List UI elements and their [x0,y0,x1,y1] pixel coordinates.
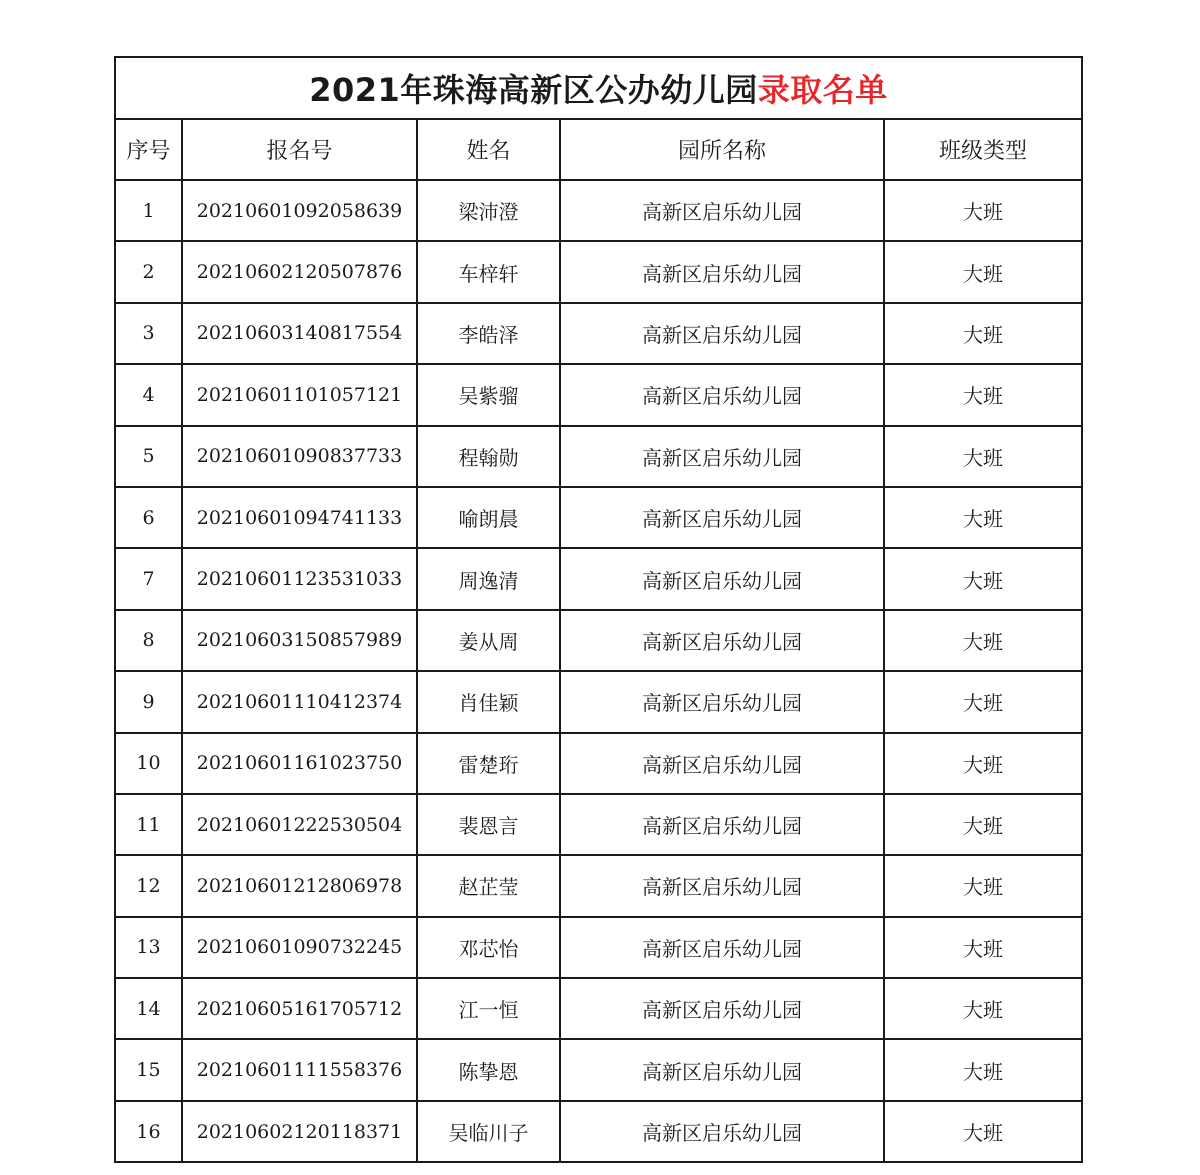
table-row [115,180,1082,241]
row-number: 7 [115,548,182,609]
class-type: 大班 [884,364,1082,425]
row-number: 2 [115,241,182,302]
row-number: 9 [115,671,182,732]
class-type: 大班 [884,917,1082,978]
class-type: 大班 [884,548,1082,609]
school-name: 高新区启乐幼儿园 [560,794,884,855]
student-name: 姜从周 [417,610,560,671]
class-type: 大班 [884,794,1082,855]
admission-list-table [114,56,1083,1163]
school-name: 高新区启乐幼儿园 [560,733,884,794]
registration-number: 20210601123531033 [182,548,417,609]
table-row [115,241,1082,302]
school-name: 高新区启乐幼儿园 [560,1039,884,1100]
row-number: 16 [115,1101,182,1162]
school-name: 高新区启乐幼儿园 [560,917,884,978]
row-number: 1 [115,180,182,241]
class-type: 大班 [884,241,1082,302]
row-number: 3 [115,303,182,364]
registration-number: 20210601092058639 [182,180,417,241]
class-type: 大班 [884,426,1082,487]
column-header-school: 园所名称 [560,119,884,180]
row-number: 10 [115,733,182,794]
school-name: 高新区启乐幼儿园 [560,426,884,487]
table-row [115,671,1082,732]
student-name: 喻朗晨 [417,487,560,548]
table-row [115,978,1082,1039]
table-row [115,855,1082,916]
row-number: 6 [115,487,182,548]
table-row [115,426,1082,487]
row-number: 15 [115,1039,182,1100]
row-number: 12 [115,855,182,916]
registration-number: 20210601212806978 [182,855,417,916]
table-row [115,364,1082,425]
registration-number: 20210601090837733 [182,426,417,487]
registration-number: 20210601101057121 [182,364,417,425]
column-header-class-type: 班级类型 [884,119,1082,180]
table-body [115,180,1082,1162]
registration-number: 20210601222530504 [182,794,417,855]
table-row [115,1101,1082,1162]
student-name: 程翰勋 [417,426,560,487]
table-row [115,487,1082,548]
document-title [115,57,1082,119]
row-number: 13 [115,917,182,978]
school-name: 高新区启乐幼儿园 [560,1101,884,1162]
table-row [115,610,1082,671]
row-number: 4 [115,364,182,425]
school-name: 高新区启乐幼儿园 [560,671,884,732]
class-type: 大班 [884,1039,1082,1100]
student-name: 雷楚珩 [417,733,560,794]
class-type: 大班 [884,303,1082,364]
table-row [115,548,1082,609]
table-row [115,733,1082,794]
registration-number: 20210605161705712 [182,978,417,1039]
table-row [115,303,1082,364]
school-name: 高新区启乐幼儿园 [560,978,884,1039]
row-number: 14 [115,978,182,1039]
student-name: 吴临川子 [417,1101,560,1162]
school-name: 高新区启乐幼儿园 [560,303,884,364]
row-number: 5 [115,426,182,487]
header-row [115,119,1082,180]
school-name: 高新区启乐幼儿园 [560,241,884,302]
registration-number: 20210601161023750 [182,733,417,794]
student-name: 裴恩言 [417,794,560,855]
row-number: 8 [115,610,182,671]
class-type: 大班 [884,487,1082,548]
class-type: 大班 [884,978,1082,1039]
class-type: 大班 [884,180,1082,241]
class-type: 大班 [884,855,1082,916]
school-name: 高新区启乐幼儿园 [560,548,884,609]
student-name: 周逸清 [417,548,560,609]
registration-number: 20210601094741133 [182,487,417,548]
student-name: 江一恒 [417,978,560,1039]
student-name: 赵芷莹 [417,855,560,916]
school-name: 高新区启乐幼儿园 [560,610,884,671]
school-name: 高新区启乐幼儿园 [560,364,884,425]
class-type: 大班 [884,733,1082,794]
column-header-name: 姓名 [417,119,560,180]
student-name: 肖佳颖 [417,671,560,732]
title-highlight: 录取名单 [757,71,888,109]
student-name: 邓芯怡 [417,917,560,978]
registration-number: 20210603140817554 [182,303,417,364]
row-number: 11 [115,794,182,855]
registration-number: 20210602120118371 [182,1101,417,1162]
student-name: 陈挚恩 [417,1039,560,1100]
title-main: 2021年珠海高新区公办幼儿园 [309,71,758,109]
column-header-no: 序号 [115,119,182,180]
class-type: 大班 [884,671,1082,732]
student-name: 梁沛澄 [417,180,560,241]
student-name: 吴紫骝 [417,364,560,425]
table-row [115,917,1082,978]
school-name: 高新区启乐幼儿园 [560,487,884,548]
student-name: 李皓泽 [417,303,560,364]
table-row [115,1039,1082,1100]
registration-number: 20210602120507876 [182,241,417,302]
class-type: 大班 [884,1101,1082,1162]
registration-number: 20210601090732245 [182,917,417,978]
table-row [115,794,1082,855]
column-header-registration-no: 报名号 [182,119,417,180]
student-name: 车梓轩 [417,241,560,302]
registration-number: 20210601111558376 [182,1039,417,1100]
school-name: 高新区启乐幼儿园 [560,855,884,916]
school-name: 高新区启乐幼儿园 [560,180,884,241]
class-type: 大班 [884,610,1082,671]
registration-number: 20210601110412374 [182,671,417,732]
registration-number: 20210603150857989 [182,610,417,671]
